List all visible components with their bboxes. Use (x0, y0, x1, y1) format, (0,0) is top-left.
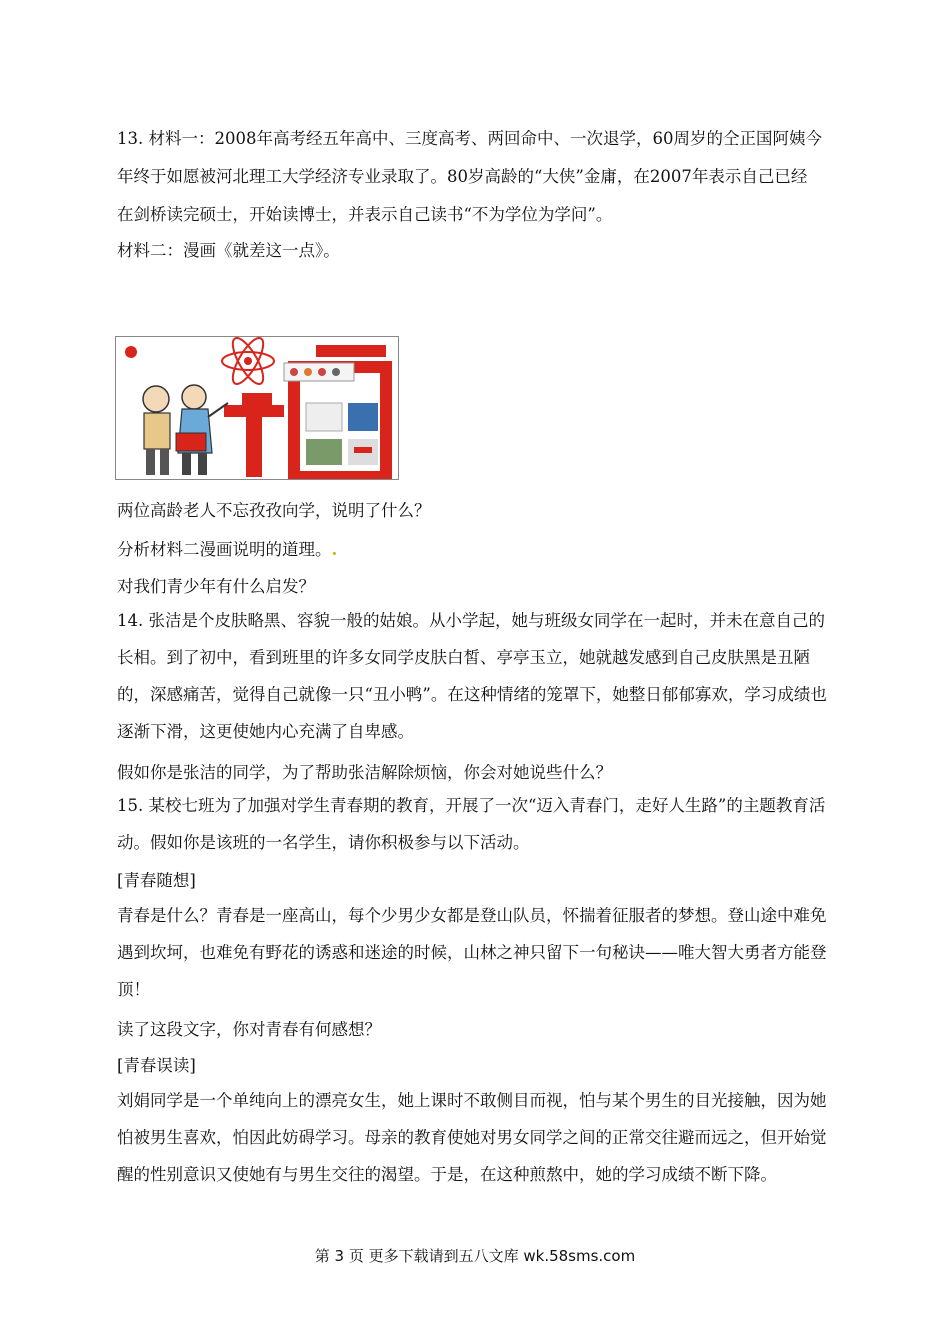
q13-question-3: 对我们青少年有什么启发？ (117, 577, 315, 596)
q15-section1-title: [青春随想] (117, 871, 196, 890)
comic-image (115, 336, 399, 480)
q14-question: 假如你是张洁的同学，为了帮助张洁解除烦恼，你会对她说些什么？ (117, 763, 612, 782)
q15-section2-title: [青春误读] (117, 1056, 196, 1075)
comic-illustration (116, 337, 398, 479)
q13-question-2 (117, 539, 337, 561)
q13-line-3: 在剑桥读完硕士，开始读博士，并表示自己读书“不为学位为学问”。 (117, 205, 613, 224)
q13-question-1: 两位高龄老人不忘孜孜向学，说明了什么？ (117, 501, 431, 520)
q15-intro: 15. 某校七班为了加强对学生青春期的教育，开展了一次“迈入青春门，走好人生路”的主题教育活动。假如你是该班的一名学生，请你积极参与以下活动。 (117, 796, 826, 852)
q15-section1-text: 青春是什么？青春是一座高山，每个少男少女都是登山队员，怀揣着征服者的梦想。登山途中难免遇到坎坷，也难免有野花的诱惑和迷途的时候，山林之神只留下一句秘诀——唯大智大勇者方能登顶！ (117, 906, 827, 999)
q15-section1-question: 读了这段文字，你对青春有何感想？ (117, 1020, 381, 1039)
q13-line-2: 年终于如愿被河北理工大学经济专业录取了。80岁高龄的“大侠”金庸，在2007年表示自己已经 (117, 167, 808, 186)
q15-section2-text: 刘娟同学是一个单纯向上的漂亮女生，她上课时不敢侧目而视，怕与某个男生的目光接触，因为她怕被男生喜欢，怕因此妨碍学习。母亲的教育使她对男女同学之间的正常交往避而远之，但开始觉醒的性别意识又使她有与男生交往的渴望。于是，在这种煎熬中，她的学习成绩不断下降。 (117, 1091, 827, 1184)
q14-text: 14. 张洁是个皮肤略黑、容貌一般的姑娘。从小学起，她与班级女同学在一起时，并未在意自己的长相。到了初中，看到班里的许多女同学皮肤白皙、亭亭玉立，她就越发感到自己皮肤黑是丑陋的，深感痛苦，觉得自己就像一只“丑小鸭”。在这种情绪的笼罩下，她整日郁郁寡欢，学习成绩也逐渐下滑，这更使她内心充满了自卑感。 (117, 611, 827, 741)
q13-material2: 材料二：漫画《就差这一点》。 (117, 241, 340, 260)
yellow-mark-icon: . (331, 540, 338, 559)
q13-question-2-text: 分析材料二漫画说明的道理。 (117, 540, 332, 559)
q13-line-1: 13. 材料一：2008年高考经五年高中、三度高考、两回命中、一次退学，60周岁的仝正国阿姨今 (117, 129, 822, 148)
page-footer: 第 3 页 更多下载请到五八文库 wk.58sms.com (314, 1247, 636, 1265)
